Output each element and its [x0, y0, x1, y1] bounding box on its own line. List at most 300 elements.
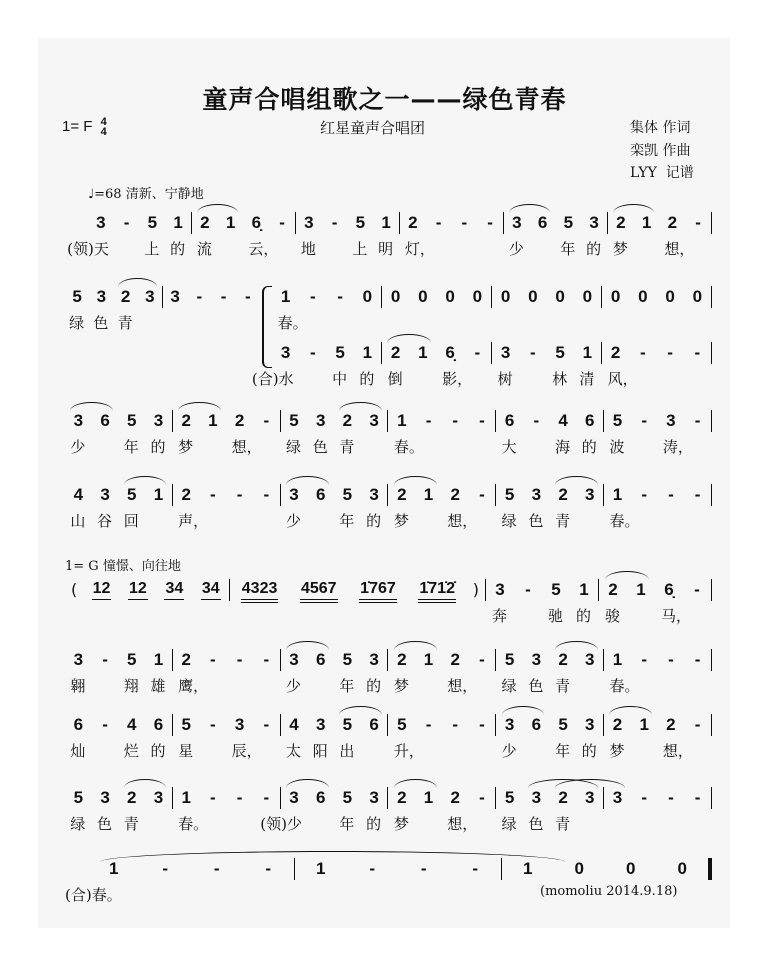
staff-row-3 — [65, 410, 712, 456]
note-slot — [658, 787, 685, 809]
measure — [173, 410, 281, 456]
note: - — [102, 715, 108, 734]
note: 5 — [504, 650, 515, 669]
note: 3 — [495, 580, 505, 599]
measure — [163, 286, 260, 308]
note: 2 — [558, 485, 568, 504]
lyric-syllable: 绿 — [69, 314, 85, 332]
note-slot — [187, 286, 211, 308]
note: - — [694, 788, 701, 807]
note: 0 — [418, 287, 428, 306]
note: 6 — [537, 213, 548, 232]
measure — [382, 342, 492, 388]
note: - — [236, 650, 243, 669]
time-bottom: 4 — [100, 126, 107, 138]
note-slot — [272, 286, 308, 332]
note-slot — [173, 649, 209, 695]
note-group — [156, 579, 192, 601]
note-slot — [523, 484, 550, 530]
note: - — [213, 859, 220, 878]
note: - — [425, 411, 432, 430]
lyric-syllable: 地 — [300, 240, 316, 258]
note: 3 — [234, 715, 245, 734]
staff-row-5 — [485, 579, 712, 625]
note-slot — [469, 787, 496, 809]
note: 0 — [362, 287, 373, 306]
note: - — [668, 650, 674, 669]
note-slot — [576, 410, 603, 456]
lyric-syllable: 雄 — [150, 677, 166, 695]
note-slot — [114, 212, 140, 234]
lyric-syllable: 骏 — [605, 607, 621, 625]
note: 6 — [315, 650, 326, 669]
measure — [502, 858, 712, 880]
note: 5 — [555, 343, 565, 362]
note: 3 — [96, 287, 107, 306]
measure — [388, 410, 496, 456]
note: - — [641, 411, 648, 430]
note-slot — [299, 342, 326, 364]
measure — [65, 714, 173, 760]
lyric-syllable: 灯， — [404, 240, 435, 258]
lyric-syllable: 想， — [447, 512, 478, 530]
note: 2 — [558, 788, 568, 807]
note: 1 — [423, 650, 434, 669]
note: - — [694, 715, 701, 734]
measure — [599, 579, 712, 625]
note: 1 — [381, 213, 391, 232]
note-slot — [469, 484, 496, 506]
note-slot — [145, 484, 172, 506]
note-slot — [118, 714, 145, 760]
note-slot — [437, 342, 473, 388]
note-slot — [602, 342, 638, 388]
measure — [173, 484, 281, 530]
note-slot — [550, 714, 577, 760]
note: 1 — [316, 859, 326, 878]
measure — [496, 649, 604, 695]
note-slot — [629, 342, 656, 364]
lyric-syllable: 的 — [359, 370, 375, 388]
note-slot — [173, 410, 200, 456]
lyric-syllable: 色 — [528, 677, 544, 695]
note: - — [236, 485, 243, 504]
note: - — [530, 343, 536, 362]
note: 3 — [531, 650, 542, 669]
staff-row-7 — [65, 714, 712, 760]
composer-credit: 栾凯 作曲 — [630, 143, 691, 159]
note: - — [220, 287, 227, 306]
note: 5 — [72, 287, 82, 306]
note-slot — [253, 649, 280, 671]
measure — [388, 649, 496, 695]
note: 3 — [73, 411, 84, 430]
note-slot — [660, 212, 695, 258]
note-slot — [92, 714, 119, 736]
note: 5 — [127, 411, 137, 430]
note: 3 — [585, 788, 595, 807]
note: 6 — [100, 411, 110, 430]
note: - — [310, 287, 316, 306]
note-slot — [556, 212, 582, 258]
measure — [281, 714, 389, 760]
lyric-syllable: 绿 — [286, 438, 302, 456]
note-slot — [684, 787, 711, 809]
note-slot — [523, 649, 550, 695]
note-slot — [322, 212, 348, 234]
note: 2 — [408, 213, 418, 232]
lyric-syllable: 的 — [170, 240, 186, 258]
note: 1 — [636, 580, 646, 599]
note-slot — [550, 649, 577, 695]
note: 5 — [504, 485, 515, 504]
intro-close-paren: ) — [472, 580, 479, 599]
note: - — [474, 343, 481, 362]
note: 5 — [612, 411, 623, 430]
note-slot — [281, 410, 308, 456]
note: - — [641, 650, 648, 669]
note-slot — [450, 858, 502, 880]
note: - — [472, 859, 479, 878]
note: 0 — [626, 859, 636, 878]
measure — [388, 714, 496, 760]
lyric-syllable: 中 — [332, 370, 348, 388]
staff-row-2 — [65, 286, 260, 332]
measure — [496, 484, 604, 530]
note-slot — [65, 714, 92, 760]
note-slot — [307, 410, 334, 456]
note: - — [310, 343, 316, 362]
note: - — [210, 788, 216, 807]
lyric-syllable: 少 — [70, 438, 86, 456]
lyric-syllable: 流 — [196, 240, 212, 258]
note-slot — [281, 484, 308, 530]
note-slot — [684, 484, 711, 506]
note-slot — [361, 649, 388, 695]
lyric-syllable: 年 — [339, 512, 355, 530]
key-change-marking: 1= G 憧憬、向往地 — [65, 559, 181, 574]
note-slot — [550, 410, 577, 456]
note-slot — [334, 649, 361, 695]
notes: 34 — [201, 579, 221, 600]
note-slot — [631, 410, 658, 432]
lyric-syllable: 阳 — [312, 742, 328, 760]
note-slot — [657, 342, 684, 364]
lyric-syllable: 出 — [339, 742, 355, 760]
note-slot — [415, 484, 442, 506]
measure — [65, 787, 173, 833]
measure — [281, 484, 389, 530]
note-slot — [307, 787, 334, 809]
note-slot — [140, 858, 192, 880]
staff-row-6 — [65, 649, 712, 695]
note: - — [210, 715, 216, 734]
note: - — [479, 650, 485, 669]
note: 5 — [558, 715, 568, 734]
note-slot — [200, 410, 227, 432]
page-title: 童声合唱组歌之一——绿色青春 — [202, 85, 567, 114]
lyric-syllable: 年 — [339, 677, 355, 695]
note-slot — [629, 286, 656, 308]
lyric-syllable: 青 — [555, 815, 571, 833]
lyric-syllable: 声， — [178, 512, 209, 530]
note-slot — [442, 787, 478, 833]
lyric-syllable: 年 — [339, 815, 355, 833]
lyric-syllable: 色 — [528, 815, 544, 833]
note: 5 — [397, 715, 407, 734]
measure — [496, 714, 604, 760]
measure — [496, 787, 604, 833]
note: 1 — [612, 485, 623, 504]
note: 3 — [589, 213, 599, 232]
lyric-syllable: 梦 — [393, 512, 409, 530]
note: 3 — [531, 788, 542, 807]
note: 3 — [666, 411, 676, 430]
note: 3 — [369, 485, 379, 504]
note-slot — [658, 484, 685, 506]
lyric-syllable: 的 — [576, 607, 592, 625]
lyric-syllable: 春。 — [178, 815, 209, 833]
note-slot — [634, 212, 660, 234]
note: - — [479, 411, 485, 430]
note-slot — [382, 342, 409, 388]
measure — [65, 858, 295, 904]
note: - — [694, 650, 701, 669]
note-slot — [253, 787, 280, 809]
note-slot — [173, 787, 209, 833]
note: 5 — [181, 715, 191, 734]
note: 3 — [585, 715, 595, 734]
note: 5 — [127, 485, 137, 504]
note-slot — [655, 579, 692, 625]
note: 1 — [153, 485, 164, 504]
note-slot — [145, 649, 172, 695]
lyric-syllable: 上 — [144, 240, 160, 258]
note: - — [369, 859, 376, 878]
key-signature — [62, 117, 107, 137]
note: 2 — [558, 650, 568, 669]
lyric-syllable: 梦 — [178, 438, 194, 456]
note-slot — [604, 649, 640, 695]
note: 1 — [579, 580, 589, 599]
lyric-syllable: 春。 — [609, 677, 640, 695]
note: - — [452, 715, 459, 734]
note-slot — [65, 858, 140, 904]
note: 3 — [170, 287, 180, 306]
time-top: 4 — [100, 116, 107, 128]
lyric-syllable: 绿 — [70, 815, 86, 833]
note-slot — [65, 484, 92, 530]
notes: 4567 — [300, 579, 338, 603]
measure — [400, 212, 504, 258]
lyric-syllable: 年 — [560, 240, 576, 258]
note-slot — [118, 649, 145, 695]
notes: 12 — [128, 579, 148, 600]
note: 0 — [610, 287, 621, 306]
note-slot — [604, 410, 631, 456]
measure — [604, 484, 712, 530]
note-slot — [226, 649, 253, 671]
note: 3 — [73, 650, 84, 669]
note-slot — [570, 579, 598, 625]
note-slot — [452, 212, 478, 234]
note: 1 — [397, 411, 407, 430]
note-slot — [496, 484, 523, 530]
staff-row-2-upper — [272, 286, 712, 332]
lyric-syllable: 年 — [123, 438, 139, 456]
note: 2 — [181, 485, 191, 504]
note: 2 — [616, 213, 626, 232]
note-slot — [244, 212, 279, 258]
note: 2 — [397, 650, 407, 669]
note: - — [263, 788, 270, 807]
note: 0 — [582, 287, 593, 306]
lyric-syllable: 少 — [501, 742, 517, 760]
note-slot — [599, 579, 627, 625]
note-slot — [65, 787, 92, 833]
divisi-bracket — [262, 286, 272, 368]
note: - — [452, 411, 459, 430]
note-slot — [605, 858, 657, 880]
note-slot — [683, 579, 711, 601]
lyric-syllable: 辰， — [231, 742, 262, 760]
note-slot — [604, 714, 631, 760]
note: 2 — [450, 788, 460, 807]
lyric-syllable: 想， — [662, 742, 693, 760]
note-slot — [373, 212, 399, 258]
note-slot — [576, 714, 603, 760]
note: 6̣ — [251, 213, 262, 232]
measure — [281, 410, 389, 456]
note: 3 — [100, 485, 110, 504]
lyric-syllable: 春。 — [277, 314, 308, 332]
measure — [295, 858, 502, 880]
lyric-syllable: 海 — [555, 438, 571, 456]
note-slot — [281, 649, 308, 695]
note: 1 — [181, 788, 191, 807]
note-slot — [118, 787, 145, 833]
note-slot — [118, 410, 145, 456]
lyric-syllable: 的 — [581, 742, 597, 760]
note-slot — [627, 579, 655, 601]
measure — [492, 286, 602, 308]
note: - — [667, 343, 673, 362]
lyric-syllable: 鹰， — [178, 677, 209, 695]
note-slot — [504, 212, 530, 258]
lyric-syllable: 太 — [286, 742, 302, 760]
note: 3 — [153, 411, 164, 430]
notes: 1̇767 — [359, 579, 397, 603]
note-slot — [502, 858, 554, 880]
note-slot — [409, 286, 436, 308]
lyric-syllable: 林 — [552, 370, 568, 388]
note: 2 — [181, 411, 191, 430]
note: 1 — [423, 485, 434, 504]
note: 5 — [504, 788, 515, 807]
note-slot — [684, 410, 711, 432]
note-slot — [334, 410, 361, 456]
lyric-syllable: 少 — [508, 240, 524, 258]
note-slot — [464, 342, 491, 364]
note: 2 — [450, 650, 460, 669]
subtitle: 红星童声合唱团 — [320, 119, 426, 137]
notes: 12 — [92, 579, 112, 600]
note: - — [265, 859, 272, 878]
note: 5 — [342, 485, 353, 504]
note: 2 — [666, 715, 676, 734]
lyric-syllable: 梦 — [393, 815, 409, 833]
lyric-syllable: 梦 — [609, 742, 625, 760]
lyric-syllable: 升， — [393, 742, 424, 760]
note-slot — [469, 649, 496, 671]
note: 1 — [582, 343, 593, 362]
note: - — [123, 213, 130, 232]
note: 2 — [610, 343, 621, 362]
lyric-syllable: 波 — [609, 438, 625, 456]
note: 3 — [531, 485, 542, 504]
note: 3 — [315, 411, 326, 430]
note-group — [83, 579, 119, 601]
note-slot — [631, 649, 658, 671]
lyric-syllable: 驰 — [548, 607, 564, 625]
note: - — [210, 650, 216, 669]
lyric-syllable: 的 — [581, 438, 597, 456]
note: 0 — [528, 287, 538, 306]
lyric-syllable: 倒 — [387, 370, 403, 388]
notes: 4323 — [241, 579, 279, 603]
note: 5 — [551, 580, 561, 599]
measure — [382, 286, 492, 308]
note-slot — [243, 858, 295, 880]
lyric-syllable: (领)少 — [260, 815, 303, 833]
note: 1 — [418, 343, 428, 362]
lyric-syllable: 星 — [178, 742, 194, 760]
note-slot — [415, 714, 442, 736]
staff-row-2-lower — [251, 342, 712, 388]
note: 3 — [289, 650, 299, 669]
note-slot — [382, 286, 409, 308]
measure — [296, 212, 400, 258]
note-slot — [65, 649, 92, 695]
note-slot — [658, 714, 693, 760]
note: 2 — [200, 213, 210, 232]
note-slot — [200, 484, 227, 506]
note: 5 — [342, 650, 353, 669]
note: 6 — [315, 485, 326, 504]
note: 6 — [73, 715, 84, 734]
note-slot — [361, 714, 388, 736]
note: - — [263, 411, 270, 430]
lyric-syllable: 色 — [97, 815, 113, 833]
note: 4 — [73, 485, 84, 504]
note-slot — [496, 787, 523, 833]
note-slot — [226, 714, 262, 760]
note-slot — [67, 212, 114, 258]
lyric-syllable: 涛， — [662, 438, 693, 456]
measure — [604, 714, 712, 760]
note-slot — [398, 858, 450, 880]
note-slot — [307, 484, 334, 506]
lyric-syllable: 梦 — [612, 240, 628, 258]
note: 1 — [109, 859, 119, 878]
note-slot — [608, 212, 634, 258]
lyric-syllable: 的 — [366, 512, 382, 530]
note: 0 — [472, 287, 483, 306]
note-slot — [388, 714, 424, 760]
note-slot — [415, 649, 442, 671]
note-slot — [514, 579, 542, 601]
note: 2 — [127, 788, 137, 807]
